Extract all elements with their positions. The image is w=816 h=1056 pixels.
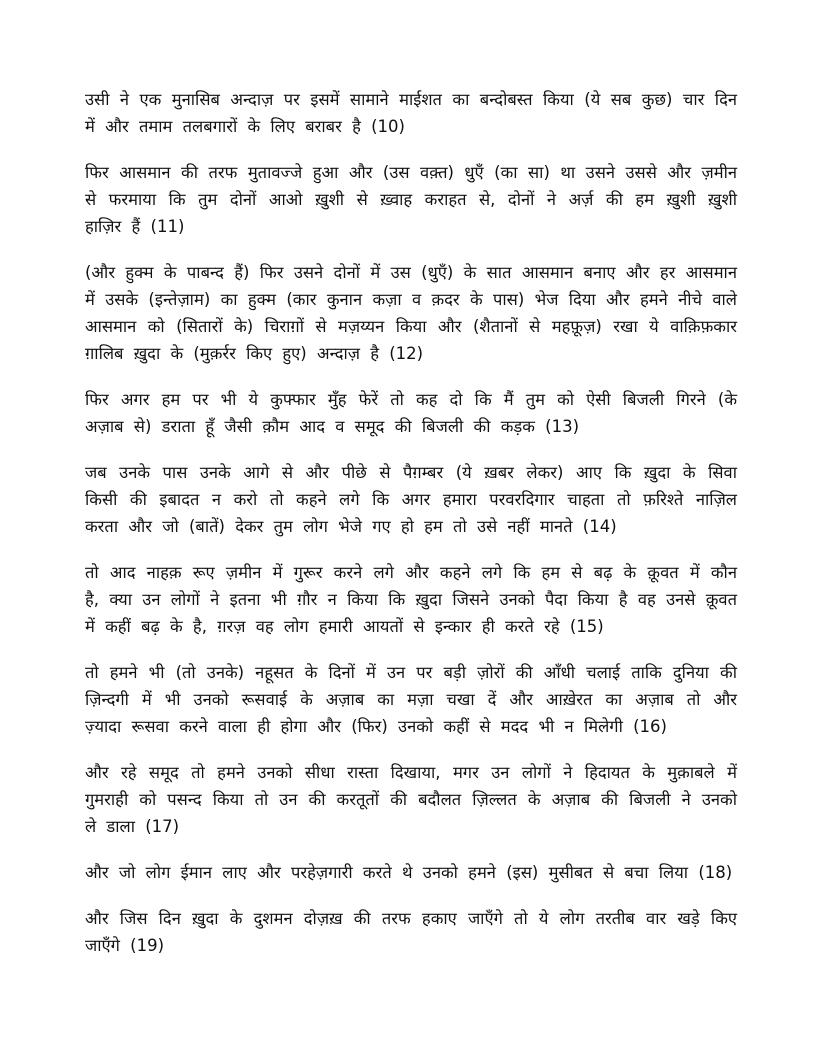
verse-paragraph-19: और जिस दिन ख़ुदा के दुशमन दोज़ख़ की तरफ हकाए जाएँगे तो ये लोग तरतीब वार खड़े किए जाएँगे (19) [85, 909, 737, 955]
verse-paragraph-16: तो हमने भी (तो उनके) नहूसत के दिनों में उन पर बड़ी ज़ोरों की आँधी चलाई ताकि दुनिया की ज़िन्दगी में भी उनको रूसवाई के अज़ाब का मज़ा चखा दें और आख़ेरत का अज़ाब तो और ज़्यादा रूसवा करने वाला ही होगा और (फिर) उनको कहीं से मदद भी न मिलेगी (16) [85, 663, 737, 736]
verse-paragraph-18: और जो लोग ईमान लाए और परहेज़गारी करते थे उनको हमने (इस) मुसीबत से बचा लिया (18) [85, 863, 733, 882]
verse-paragraph-12: (और हुक्म के पाबन्द हैं) फिर उसने दोनों में उस (धुएँ) के सात आसमान बनाए और हर आसमान में उसके (इन्तेज़ाम) का हुक्म (कार कुनान कज़ा व क़दर के पास) भेज दिया और हमने नीचे वाले आसमान को (सितारों के) चिराग़ों से मज़य्यन किया और (शैतानों से महफ़ूज़) रखा ये वाक़िफ़कार ग़ालिब ख़ुदा के (मुक़र्रर किए हुए) अन्दाज़ है (12) [85, 263, 737, 363]
verse-paragraph-17: और रहे समूद तो हमने उनको सीधा रास्ता दिखाया, मगर उन लोगों ने हिदायत के मुक़ाबले में गुमराही को पसन्द किया तो उन की करतूतों की बदौलत ज़िल्लत के अज़ाब की बिजली ने उनको ले डाला (17) [85, 763, 737, 836]
verse-paragraph-13: फिर अगर हम पर भी ये कुफ्फार मुँह फेरें तो कह दो कि मैं तुम को ऐसी बिजली गिरने (के अज़ाब से) डराता हूँ जैसी क़ौम आद व समूद की बिजली की कड़क (13) [85, 390, 737, 436]
verse-paragraph-14: जब उनके पास उनके आगे से और पीछे से पैग़म्बर (ये ख़बर लेकर) आए कि ख़ुदा के सिवा किसी की इबादत न करो तो कहने लगे कि अगर हमारा परवरदिगार चाहता तो फ़रिश्ते नाज़िल करता और जो (बातें) देकर तुम लोग भेजे गए हो हम तो उसे नहीं मानते (14) [85, 463, 737, 536]
verse-paragraph-15: तो आद नाहक़ रूए ज़मीन में गुरूर करने लगे और कहने लगे कि हम से बढ़ के क़ूवत में कौन है, क्या उन लोगों ने इतना भी ग़ौर न किया कि ख़ुदा जिसने उनको पैदा किया है वह उनसे क़ूवत में कहीं बढ़ के है, ग़रज़ वह लोग हमारी आयतों से इन्कार ही करते रहे (15) [85, 563, 737, 636]
verse-paragraph-11: फिर आसमान की तरफ मुतावज्जे हुआ और (उस वक़्त) धुएँ (का सा) था उसने उससे और ज़मीन से फरमाया कि तुम दोनों आओ ख़ुशी से ख़्वाह कराहत से, दोनों ने अर्ज़ की हम ख़ुशी ख़ुशी हाज़िर हैं (11) [85, 163, 737, 236]
verse-paragraph-10: उसी ने एक मुनासिब अन्दाज़ पर इसमें सामाने माईशत का बन्दोबस्त किया (ये सब कुछ) चार दिन में और तमाम तलबगारों के लिए बराबर है (10) [85, 90, 737, 136]
